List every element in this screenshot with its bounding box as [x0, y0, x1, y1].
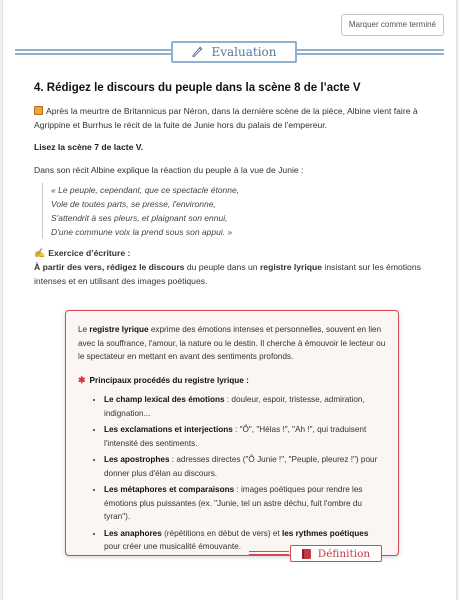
book-icon	[302, 549, 311, 559]
list-item: • Les apostrophes : adresses directes ("Ô Junie !", "Peuple, pleurez !") pour donner plus d'élan au discours.	[104, 453, 386, 480]
task-title: ✍ Exercice d’écriture :	[34, 248, 131, 258]
quote-line: S'attendrit à ses pleurs, et plaignant son ennui,	[51, 213, 228, 223]
page	[2, 0, 457, 600]
definition-tag-label: Définition	[317, 547, 371, 560]
definition-content	[78, 323, 386, 557]
task-block	[34, 246, 426, 288]
task-text: À partir des vers, rédigez le discours du peuple dans un registre lyrique insistant sur les émotions intenses et en utilisant des images poétiques.	[34, 262, 421, 286]
list-item: • Les anaphores (répétitions en début de vers) et les rythmes poétiques pour créer une musicalité émouvante.	[104, 527, 386, 554]
quote-line: D'une commune voix la prend sous son appui. »	[51, 227, 233, 237]
quote-block	[42, 183, 271, 239]
quote-line: « Le peuple, cependant, que ce spectacle étonne,	[51, 185, 240, 195]
list-item: • Le champ lexical des émotions : douleur, espoir, tristesse, admiration, indignation...	[104, 393, 386, 420]
exercise-heading: 4. Rédigez le discours du peuple dans la scène 8 de l’acte V	[34, 82, 361, 94]
pencil-icon	[191, 46, 203, 58]
procedures-title: ✱ Principaux procédés du registre lyrique :	[78, 374, 249, 385]
list-item: • Les métaphores et comparaisons : images poétiques pour rendre les émotions plus puissantes (ex. "Junie, tel un astre déchu, fuit l'ombre du tyran").	[104, 483, 386, 524]
definition-tag	[290, 545, 382, 562]
instruction-text: Lisez la scène 7 de lacte V.	[34, 142, 144, 152]
section-banner	[15, 40, 444, 64]
intro-text: Après la meurtre de Britannicus par Néron, dans la dernière scène de la pièce, Albine vient faire à Agrippine et Burrhus le récit de la fuite de Junie hors du palais de l'empereur.	[34, 106, 418, 130]
definition-box	[65, 310, 399, 560]
list-item: • Les exclamations et interjections : "Ô", "Hélas !", "Ah !", qui traduisent l'intensité des sentiments.	[104, 423, 386, 450]
tag-line	[249, 551, 289, 555]
scroll-icon	[34, 106, 43, 115]
procedures-list	[78, 393, 386, 554]
mark-complete-button[interactable]: Marquer comme terminé	[341, 14, 444, 36]
writing-hand-icon: ✍	[34, 248, 46, 258]
definition-intro: Le registre lyrique exprime des émotions intenses et personnelles, souvent en lien avec la souffrance, l'amour, la nature ou le destin. Il cherche à émouvoir le lecteur ou le spectateur en mettant en avant des sentiments profonds.	[78, 325, 386, 361]
pin-icon: ✱	[78, 374, 86, 385]
quote-line: Vole de toutes parts, se presse, l'environne,	[51, 199, 216, 209]
section-tag	[171, 41, 297, 63]
section-title: Evaluation	[211, 45, 277, 59]
intro-paragraph	[34, 104, 426, 132]
context-text: Dans son récit Albine explique la réaction du peuple à la vue de Junie :	[34, 165, 304, 175]
